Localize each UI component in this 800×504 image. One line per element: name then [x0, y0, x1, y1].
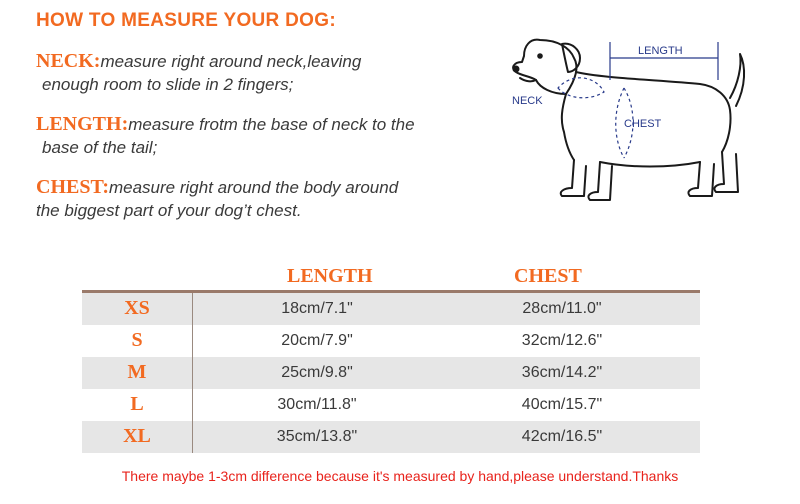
length-cell: 35cm/13.8" [276, 428, 358, 445]
measurement-guides [558, 42, 718, 158]
chest-cell: 40cm/15.7" [521, 396, 603, 413]
diagram-length-label: LENGTH [638, 45, 683, 57]
measurement-disclaimer: There maybe 1-3cm difference because it's measured by hand,please understand.Thanks [121, 468, 679, 484]
size-chart-table [82, 262, 700, 453]
neck-label: NECK: [36, 50, 101, 72]
dog-measurement-diagram [500, 36, 765, 226]
size-cell: XL [123, 425, 151, 447]
chest-label: CHEST: [36, 176, 109, 198]
size-cell: M [127, 361, 147, 383]
diagram-neck-label: NECK [512, 95, 543, 107]
size-chart-body [82, 293, 700, 453]
page-title: HOW TO MEASURE YOUR DOG: [36, 10, 336, 31]
neck-text-line2: enough room to slide in 2 fingers; [42, 75, 294, 94]
length-column-header: LENGTH [287, 265, 373, 287]
chest-cell: 42cm/16.5" [521, 428, 603, 445]
size-column-divider [192, 293, 193, 453]
neck-text-line1: measure right around neck,leaving [100, 52, 362, 71]
table-row-xl [82, 421, 700, 453]
chest-instruction [36, 176, 476, 222]
chest-text-line2: the biggest part of your dog’t chest. [36, 201, 302, 220]
neck-instruction [36, 50, 476, 96]
length-cell: 30cm/11.8" [277, 396, 357, 413]
table-row-xs [82, 293, 700, 325]
chest-cell: 32cm/12.6" [521, 332, 603, 349]
size-cell: S [131, 329, 143, 351]
chest-column-header: CHEST [514, 265, 582, 287]
table-row-m [82, 357, 700, 389]
length-cell: 18cm/7.1" [281, 300, 353, 317]
length-label: LENGTH: [36, 113, 129, 135]
chest-cell: 28cm/11.0" [522, 300, 602, 317]
table-row-l [82, 389, 700, 421]
length-cell: 20cm/7.9" [281, 332, 353, 349]
length-instruction [36, 113, 476, 159]
chest-text-line1: measure right around the body around [108, 178, 399, 197]
chest-cell: 36cm/14.2" [521, 364, 603, 381]
size-cell: L [130, 393, 144, 415]
size-cell: XS [124, 297, 150, 319]
diagram-chest-label: CHEST [624, 118, 662, 130]
length-cell: 25cm/9.8" [281, 364, 353, 381]
length-text-line1: measure frotm the base of neck to the [128, 115, 415, 134]
length-text-line2: base of the tail; [42, 138, 158, 157]
size-chart-header [82, 262, 700, 290]
table-row-s [82, 325, 700, 357]
